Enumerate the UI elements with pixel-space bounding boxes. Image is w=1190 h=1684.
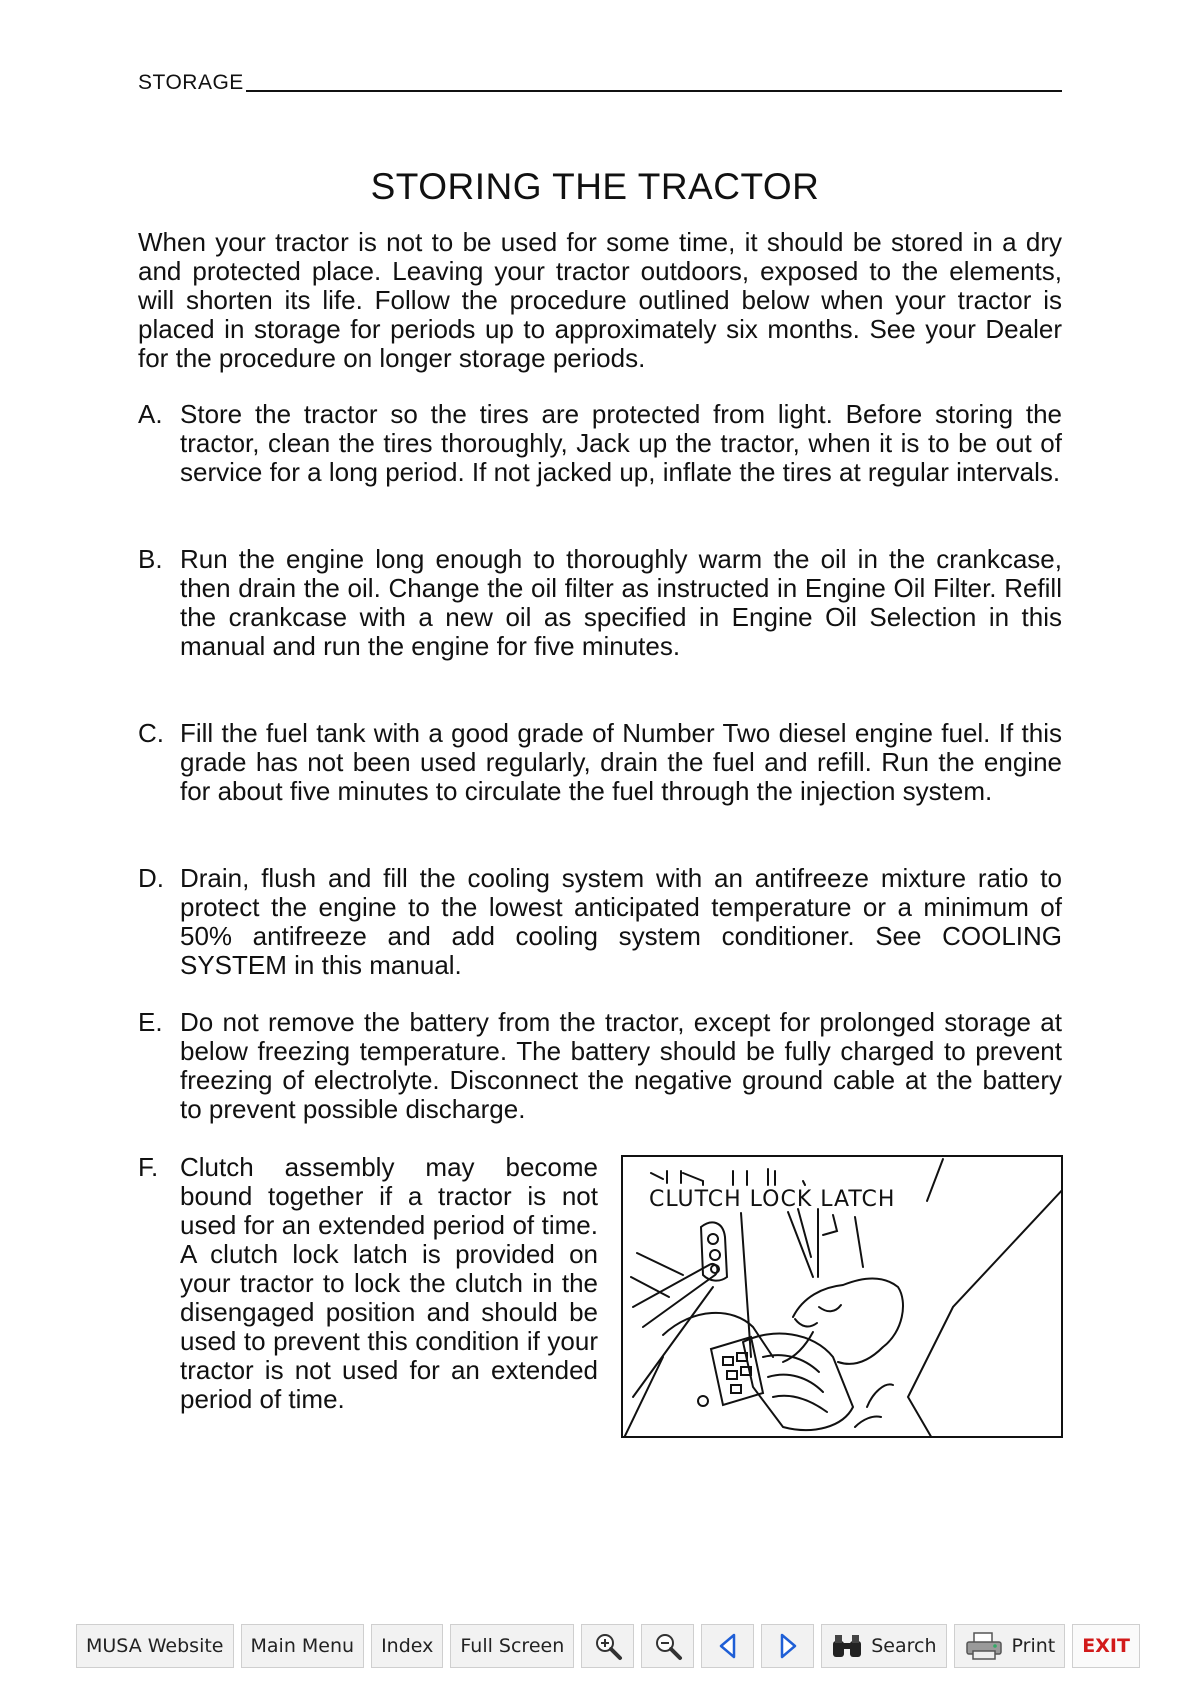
exit-label: EXIT [1082, 1635, 1130, 1657]
next-page-icon [776, 1632, 800, 1660]
item-letter: D. [138, 863, 164, 893]
search-button[interactable] [821, 1624, 946, 1668]
item-letter: B. [138, 544, 163, 574]
list-item-b [138, 545, 1062, 661]
figure-caption: CLUTCH LOCK LATCH [649, 1187, 896, 1212]
musa-website-label: MUSA Website [86, 1635, 224, 1657]
item-letter: A. [138, 399, 163, 429]
item-letter: E. [138, 1007, 163, 1037]
zoom-in-icon [593, 1631, 623, 1661]
item-letter: C. [138, 718, 164, 748]
previous-page-icon [716, 1632, 740, 1660]
search-label: Search [871, 1635, 937, 1657]
list-item-f [138, 1153, 598, 1414]
zoom-out-button[interactable] [641, 1624, 694, 1668]
index-label: Index [381, 1635, 434, 1657]
full-screen-button[interactable] [450, 1624, 574, 1668]
binoculars-icon [831, 1633, 863, 1659]
print-label: Print [1011, 1635, 1056, 1657]
item-letter: F. [138, 1152, 159, 1182]
exit-button[interactable] [1072, 1624, 1140, 1668]
list-item-a [138, 400, 1062, 487]
viewer-toolbar [76, 1624, 1140, 1668]
item-text: Do not remove the battery from the tractor, except for prolonged storage at below freezing temperature. The battery should be fully charged to prevent freezing of electrolyte. Disconnect the negative ground cable at the battery to prevent possible discharge. [180, 1007, 1062, 1124]
page-title: STORING THE TRACTOR [370, 166, 820, 207]
musa-website-button[interactable] [76, 1624, 234, 1668]
zoom-out-icon [653, 1631, 683, 1661]
section-label: STORAGE [138, 71, 244, 94]
list-item-e [138, 1008, 1062, 1124]
previous-page-button[interactable] [701, 1624, 754, 1668]
item-text: Fill the fuel tank with a good grade of Number Two diesel engine fuel. If this grade has not been used regularly, drain the fuel and refill. Run the engine for about five minutes to circulate the fuel through the injection system. [180, 718, 1062, 806]
full-screen-label: Full Screen [460, 1635, 565, 1657]
item-text: Drain, flush and fill the cooling system with an antifreeze mixture ratio to protect the engine to the lowest anticipated temperature or a minimum of 50% antifreeze and add cooling system conditioner. See COOLING SYSTEM in this manual. [180, 863, 1062, 980]
item-text: Run the engine long enough to thoroughly warm the oil in the crankcase, then drain the oil. Change the oil filter as instructed in Engine Oil Filter. Refill the crankcase with a new oil as specified in Engine Oil Selection in this manual and run the engine for five minutes. [180, 544, 1062, 661]
index-button[interactable] [371, 1624, 443, 1668]
list-item-c [138, 719, 1062, 806]
main-menu-label: Main Menu [250, 1635, 355, 1657]
section-header [138, 72, 1062, 93]
item-text: Clutch assembly may become bound together if a tractor is not used for an extended period of time. A clutch lock latch is provided on your tractor to lock the clutch in the disengaged position and should be used to prevent this condition if your tractor is not used for an extended period of time. [180, 1152, 598, 1414]
item-text: Store the tractor so the tires are protected from light. Before storing the tractor, clean the tires thoroughly, Jack up the tractor, when it is to be out of service for a long period. If not jacked up, inflate the tires at regular intervals. [180, 399, 1062, 487]
intro-paragraph: When your tractor is not to be used for some time, it should be stored in a dry and protected place. Leaving your tractor outdoors, exposed to the elements, will shorten its life. Follow the procedure outlined below when your tractor is placed in storage for periods up to approximately six months. See your Dealer for the procedure on longer storage periods. [138, 227, 1062, 373]
zoom-in-button[interactable] [581, 1624, 634, 1668]
header-rule [246, 90, 1062, 92]
list-item-d [138, 864, 1062, 980]
print-button[interactable] [954, 1624, 1066, 1668]
printer-icon [964, 1631, 1004, 1661]
next-page-button[interactable] [761, 1624, 814, 1668]
main-menu-button[interactable] [241, 1624, 365, 1668]
clutch-lock-latch-illustration [621, 1155, 1063, 1438]
